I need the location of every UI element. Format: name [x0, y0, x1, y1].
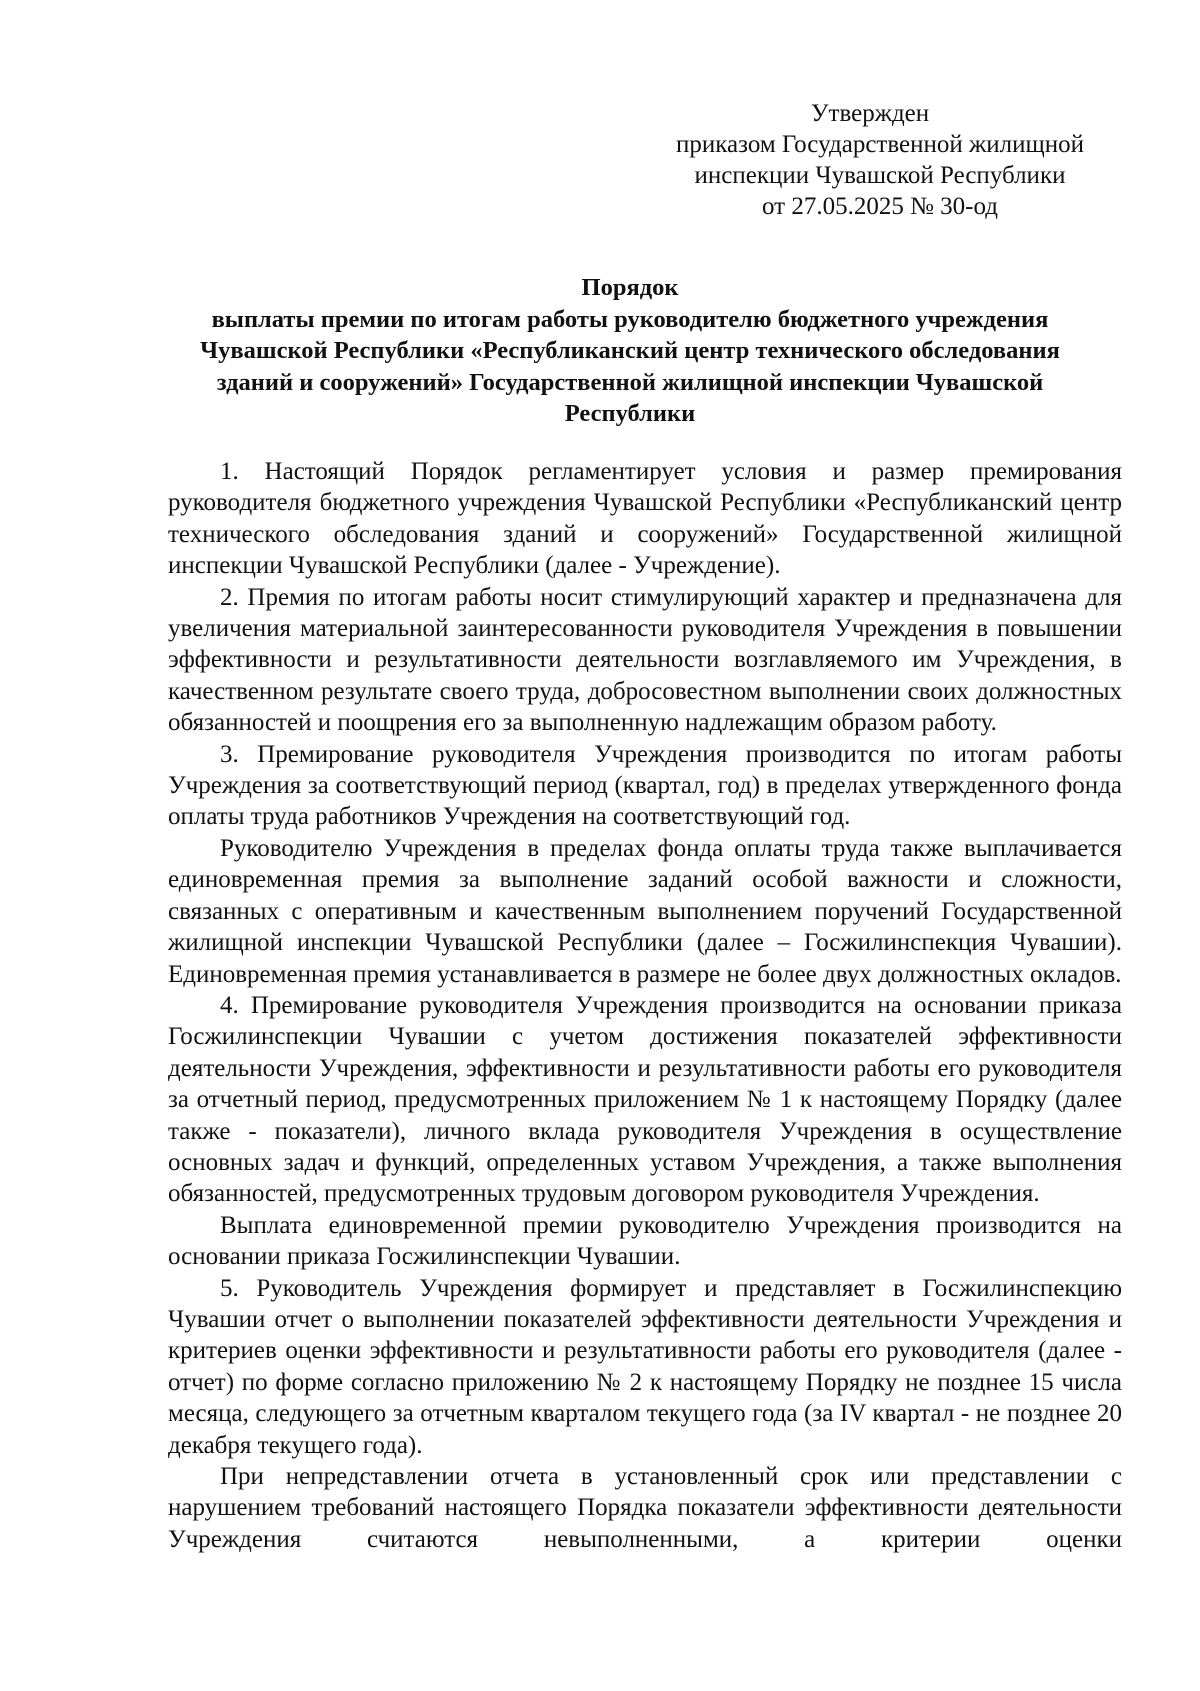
- paragraph-3: 3. Премирование руководителя Учреждения производится по итогам работы Учреждения за соответствующий период (квартал, год) в пределах утвержденного фонда оплаты труда работников Учреждения на соответствующий год.: [168, 740, 1122, 831]
- paragraph-3-supplement: Руководителю Учреждения в пределах фонда оплаты труда также выплачивается единовременная премия за выполнение заданий особой важности и сложности, связанных с оперативным и качественным выполнением поручений Государственной жилищной инспекции Чувашской Республики (далее – Госжилинспекция Чувашии). Единовременная премия устанавливается в размере не более двух должностных окладов.: [168, 834, 1122, 988]
- paragraph-4-supplement: Выплата единовременной премии руководителю Учреждения производится на основании приказа Госжилинспекции Чувашии.: [168, 1211, 1122, 1271]
- approval-line-inspection: инспекции Чувашской Республики: [694, 162, 1066, 189]
- approval-line-approved: Утвержден: [810, 100, 930, 127]
- paragraph-2: 2. Премия по итогам работы носит стимулирующий характер и предназначена для увеличения материальной заинтересованности руководителя Учреждения в повышении эффективности и результативности деятельности возглавляемого им Учреждения, в качественном результате своего труда, добросовестном выполнении своих должностных обязанностей и поощрения его за выполненную надлежащим образом работу.: [168, 583, 1122, 737]
- title-line-1: Порядок: [581, 274, 679, 301]
- title-line-4: зданий и сооружений» Государственной жилищной инспекции Чувашской: [216, 368, 1044, 396]
- paragraph-4: 4. Премирование руководителя Учреждения производится на основании приказа Госжилинспекции Чувашии с учетом достижения показателей эффективности деятельности Учреждения, эффективности и результативности работы его руководителя за отчетный период, предусмотренных приложением № 1 к настоящему Порядку (далее также - показатели), личного вклада руководителя Учреждения в осуществление основных задач и функций, определенных уставом Учреждения, а также выполнения обязанностей, предусмотренных трудовым договором руководителя Учреждения.: [168, 991, 1122, 1208]
- paragraph-1: 1. Настоящий Порядок регламентирует условия и размер премирования руководителя бюджетного учреждения Чувашской Республики «Республиканский центр технического обследования зданий и сооружений» Государственной жилищной инспекции Чувашской Республики (далее - Учреждение).: [168, 458, 1122, 580]
- title-line-2: выплаты премии по итогам работы руководителю бюджетного учреждения: [211, 305, 1049, 333]
- paragraph-5: 5. Руководитель Учреждения формирует и представляет в Госжилинспекцию Чувашии отчет о выполнении показателей эффективности деятельности Учреждения и критериев оценки эффективности и результативности работы его руководителя (далее - отчет) по форме согласно приложению № 2 к настоящему Порядку не позднее 15 числа месяца, следующего за отчетным кварталом текущего года (за IV квартал - не позднее 20 декабря текущего года).: [168, 1274, 1122, 1459]
- document-body: [168, 456, 1122, 1555]
- document-title: [150, 272, 1110, 430]
- title-line-3: Чувашской Республики «Республиканский центр технического обследования: [200, 337, 1060, 364]
- approval-line-order: приказом Государственной жилищной: [675, 131, 1084, 158]
- paragraph-5-supplement: При непредставлении отчета в установленный срок или представлении с нарушением требований настоящего Порядка показатели эффективности деятельности Учреждения считаются невыполненными, а критерии оценки: [168, 1463, 1122, 1553]
- title-line-5: Республики: [564, 400, 696, 427]
- approval-stamp: [640, 98, 1120, 222]
- approval-line-date-number: от 27.05.2025 № 30-од: [761, 193, 999, 220]
